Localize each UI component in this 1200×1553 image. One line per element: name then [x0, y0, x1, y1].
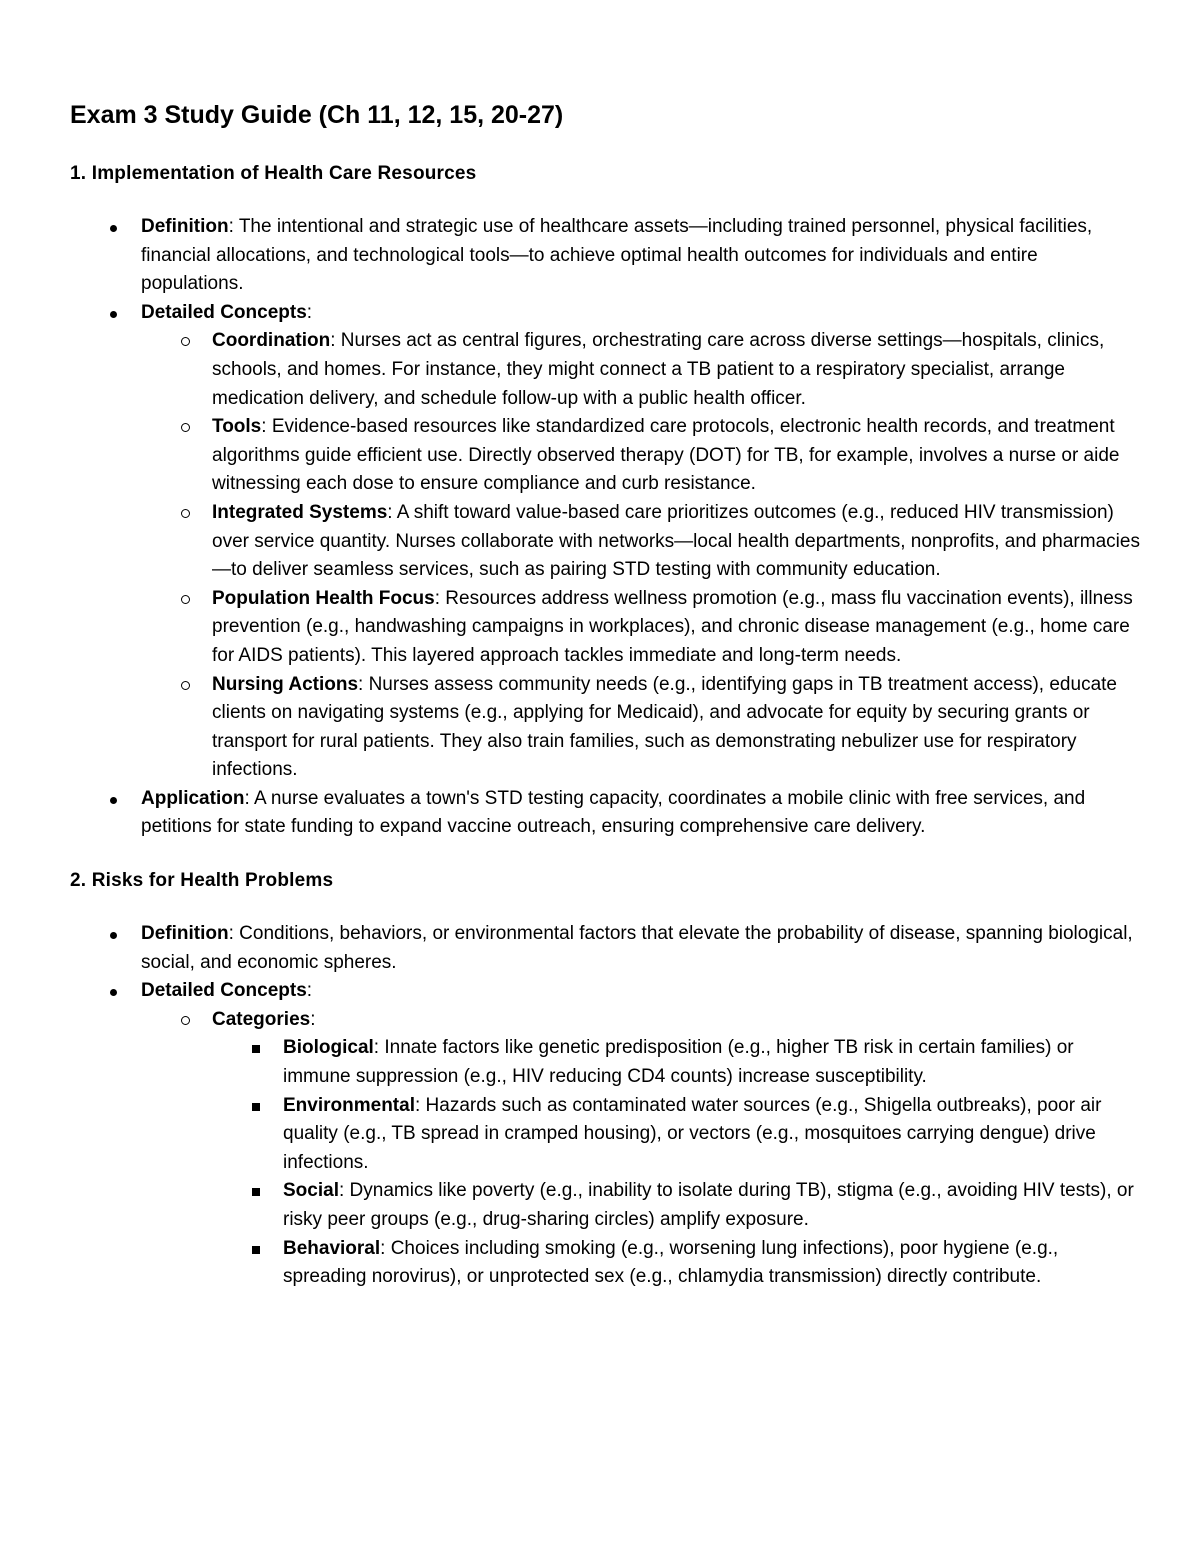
concept-item: [141, 499, 1140, 585]
item-text: : Conditions, behaviors, or environmental factors that elevate the probability of disease, spanning biological, social, and economic spheres.: [141, 923, 1133, 973]
term-label: Behavioral: [283, 1237, 381, 1259]
item-text: : Choices including smoking (e.g., worsening lung infections), poor hygiene (e.g., spreading norovirus), or unprotected sex (e.g., chlamydia transmission) directly contribute.: [283, 1237, 1059, 1288]
item-text: : Resources address wellness promotion (e.g., mass flu vaccination events), illness prevention (e.g., handwashing campaigns in workplaces), and chronic disease management (e.g., home care for AIDS patients). This layered approach tackles immediate and long-term needs.: [212, 587, 1133, 666]
term-label: Social: [283, 1180, 339, 1202]
sub-sub-bullet-list: [212, 1034, 1140, 1291]
categories-item: [141, 1006, 1140, 1292]
term-label: Population Health Focus: [212, 587, 435, 609]
definition-item: [70, 213, 1140, 299]
concept-item: [141, 585, 1140, 671]
item-text: : Nurses act as central figures, orchestrating care across diverse settings—hospitals, clinics, schools, and homes. For instance, they might connect a TB patient to a respiratory specialist, arrange medication delivery, and schedule follow-up with a public health officer.: [212, 330, 1105, 409]
item-text: : A shift toward value-based care prioritizes outcomes (e.g., reduced HIV transmission) over service quantity. Nurses collaborate with networks—local health departments, nonprofits, and pharmacies—to deliver seamless services, such as pairing STD testing with community education.: [212, 501, 1140, 581]
bullet-list: [70, 920, 1140, 1292]
bullet-list: [70, 213, 1140, 842]
item-text: :: [306, 301, 313, 323]
category-item: [212, 1235, 1140, 1292]
category-item: [212, 1092, 1140, 1178]
term-label: Environmental: [283, 1094, 415, 1116]
item-text: : Innate factors like genetic predisposition (e.g., higher TB risk in certain families) or immune suppression (e.g., HIV reducing CD4 counts) increase susceptibility.: [283, 1037, 1074, 1088]
section-heading: 1. Implementation of Health Care Resources: [70, 163, 477, 184]
term-label: Nursing Actions: [212, 673, 359, 695]
item-text: : Hazards such as contaminated water sources (e.g., Shigella outbreaks), poor air quality (e.g., TB spread in cramped housing), or vectors (e.g., mosquitoes carrying dengue) drive infections.: [283, 1094, 1102, 1173]
application-item: [70, 785, 1140, 842]
sub-bullet-list: [141, 1006, 1140, 1292]
item-text: : Nurses assess community needs (e.g., identifying gaps in TB treatment access), educate clients on navigating systems (e.g., applying for Medicaid), and advocate for equity by securing grants or transport for rural patients. They also train families, such as demonstrating nebulizer use for respiratory infections.: [212, 673, 1117, 781]
definition-item: [70, 920, 1140, 977]
concept-item: [141, 327, 1140, 413]
detailed-concepts-item: [70, 299, 1140, 785]
item-text: :: [306, 980, 313, 1002]
term-label: Detailed Concepts: [141, 980, 307, 1002]
detailed-concepts-item: [70, 977, 1140, 1292]
section-spacer: [70, 842, 1140, 868]
concept-item: [141, 413, 1140, 499]
term-label: Integrated Systems: [212, 501, 388, 523]
term-label: Application: [141, 787, 245, 809]
term-label: Definition: [141, 216, 229, 237]
item-text: : A nurse evaluates a town's STD testing capacity, coordinates a mobile clinic with free services, and petitions for state funding to expand vaccine outreach, ensuring comprehensive care delivery.: [141, 787, 1086, 838]
term-label: Biological: [283, 1037, 374, 1059]
section-implementation: [70, 161, 1140, 842]
item-text: : Dynamics like poverty (e.g., inability to isolate during TB), stigma (e.g., avoiding HIV tests), or risky peer groups (e.g., drug-sharing circles) amplify exposure.: [283, 1180, 1134, 1230]
term-label: Detailed Concepts: [141, 301, 307, 323]
section-heading: 2. Risks for Health Problems: [70, 870, 334, 892]
item-text: :: [310, 1008, 316, 1030]
sub-bullet-list: [141, 327, 1140, 785]
concept-item: [141, 671, 1140, 785]
term-label: Definition: [141, 923, 229, 945]
section-risks: [70, 868, 1140, 1292]
term-label: Categories: [212, 1008, 311, 1030]
category-item: [212, 1034, 1140, 1091]
term-label: Tools: [212, 416, 262, 438]
document-title: Exam 3 Study Guide (Ch 11, 12, 15, 20-27): [70, 101, 564, 129]
item-text: : Evidence-based resources like standardized care protocols, electronic health records, and treatment algorithms guide efficient use. Directly observed therapy (DOT) for TB, for example, involves a nurse or aide witnessing each dose to ensure compliance and curb resistance.: [212, 416, 1120, 495]
category-item: [212, 1177, 1140, 1234]
term-label: Coordination: [212, 330, 331, 352]
item-text: : The intentional and strategic use of healthcare assets—including trained personnel, physical facilities, financial allocations, and technological tools—to achieve optimal health outcomes for individuals and entire populations.: [141, 216, 1093, 295]
